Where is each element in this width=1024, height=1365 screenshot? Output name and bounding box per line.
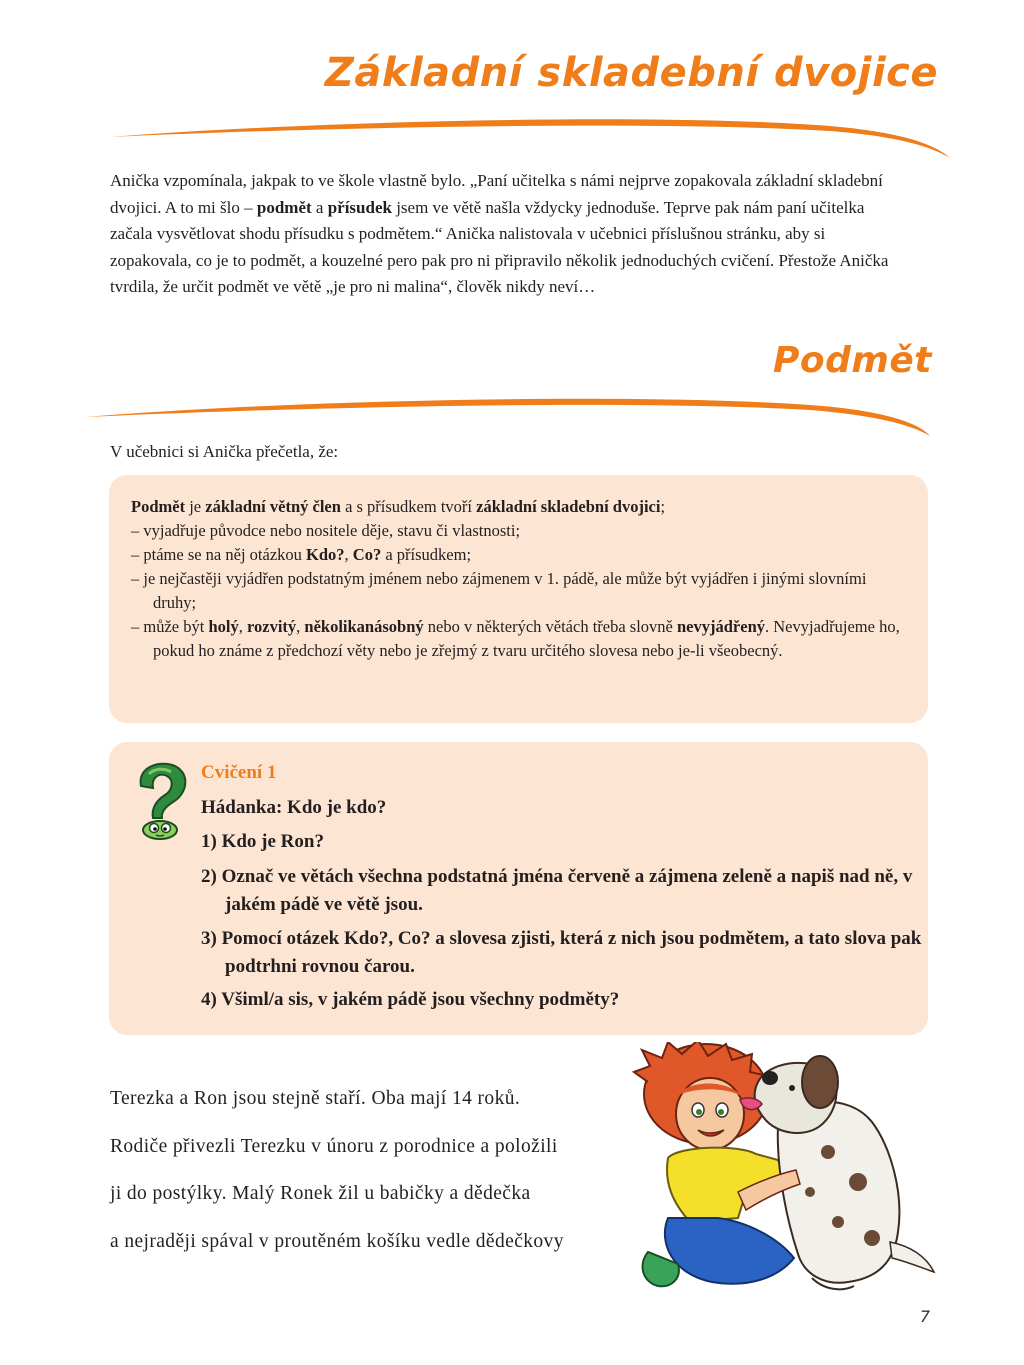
definition-box xyxy=(109,475,928,723)
exercise-box xyxy=(109,742,928,1035)
page-number: 7 xyxy=(919,1307,930,1326)
exercise-subtitle: Hádanka: Kdo je kdo? xyxy=(201,797,387,818)
story-line: Rodiče přivezli Terezku v únoru z porodnice a položili xyxy=(110,1135,558,1157)
story-line: a nejraději spával v proutěném košíku vedle dědečkovy xyxy=(110,1230,564,1252)
exercise-question: 3) Pomocí otázek Kdo?, Co? a slovesa zjisti, která z nich jsou podmětem, a tato slova pak podtrhni rovnou čarou. xyxy=(201,928,922,977)
story-text xyxy=(110,1075,600,1265)
title-swoosh-decoration xyxy=(0,118,1024,163)
girl-and-dog-illustration xyxy=(628,1042,940,1300)
story-line: Terezka a Ron jsou stejně staří. Oba mají 14 roků. xyxy=(110,1088,521,1109)
definition-item: – vyjadřuje původce nebo nositele děje, stavu či vlastnosti; xyxy=(131,521,521,540)
definition-item: – může být holý, rozvitý, několikanásobný nebo v některých větách třeba slovně nevyjádřený. Nevyjadřujeme ho, pokud ho známe z předchozí věty nebo je zřejmý z tvaru určitého slovesa nebo je-li všeobecný. xyxy=(131,617,900,660)
section-swoosh-decoration xyxy=(0,398,1024,440)
intro-paragraph: Anička vzpomínala, jakpak to ve škole vlastně bylo. „Paní učitelka s námi nejprve zopakovala základní skladební dvojici. A to mi šlo – podmět a přísudek jsem ve větě našla vždycky jednoduše. Teprve pak nám paní učitelka začala vysvětlovat shodu přísudku s podmětem.“ Anička nalistovala v učebnici příslušnou stránku, aby si zopakovala, co je to podmět, a kouzelné pero pak pro ni připravilo několik jednoduchých cvičení. Přestože Anička tvrdila, že určit podmět ve větě „je pro ni malina“, člověk nikdy neví… xyxy=(110,171,889,296)
definition-item: – ptáme se na něj otázkou Kdo?, Co? a přísudkem; xyxy=(131,545,472,564)
definition-line: Podmět je základní větný člen a s přísudkem tvoří základní skladební dvojici; xyxy=(131,497,666,516)
lead-text: V učebnici si Anička přečetla, že: xyxy=(110,442,339,461)
story-line: ji do postýlky. Malý Ronek žil u babičky a dědečka xyxy=(110,1183,531,1204)
page-title: Základní skladební dvojice xyxy=(324,50,938,96)
section-title-podmet: Podmět xyxy=(772,340,932,381)
exercise-title: Cvičení 1 xyxy=(201,762,277,783)
exercise-question: 1) Kdo je Ron? xyxy=(201,831,324,852)
exercise-question: 4) Všiml/a sis, v jakém pádě jsou všechny podměty? xyxy=(201,989,620,1010)
definition-item: – je nejčastěji vyjádřen podstatným jménem nebo zájmenem v 1. pádě, ale může být vyjádřen i jinými slovními druhy; xyxy=(131,569,867,612)
exercise-question: 2) Označ ve větách všechna podstatná jména červeně a zájmena zeleně a napiš nad ně, v jakém pádě ve větě jsou. xyxy=(201,866,913,915)
question-mark-icon xyxy=(131,760,193,840)
